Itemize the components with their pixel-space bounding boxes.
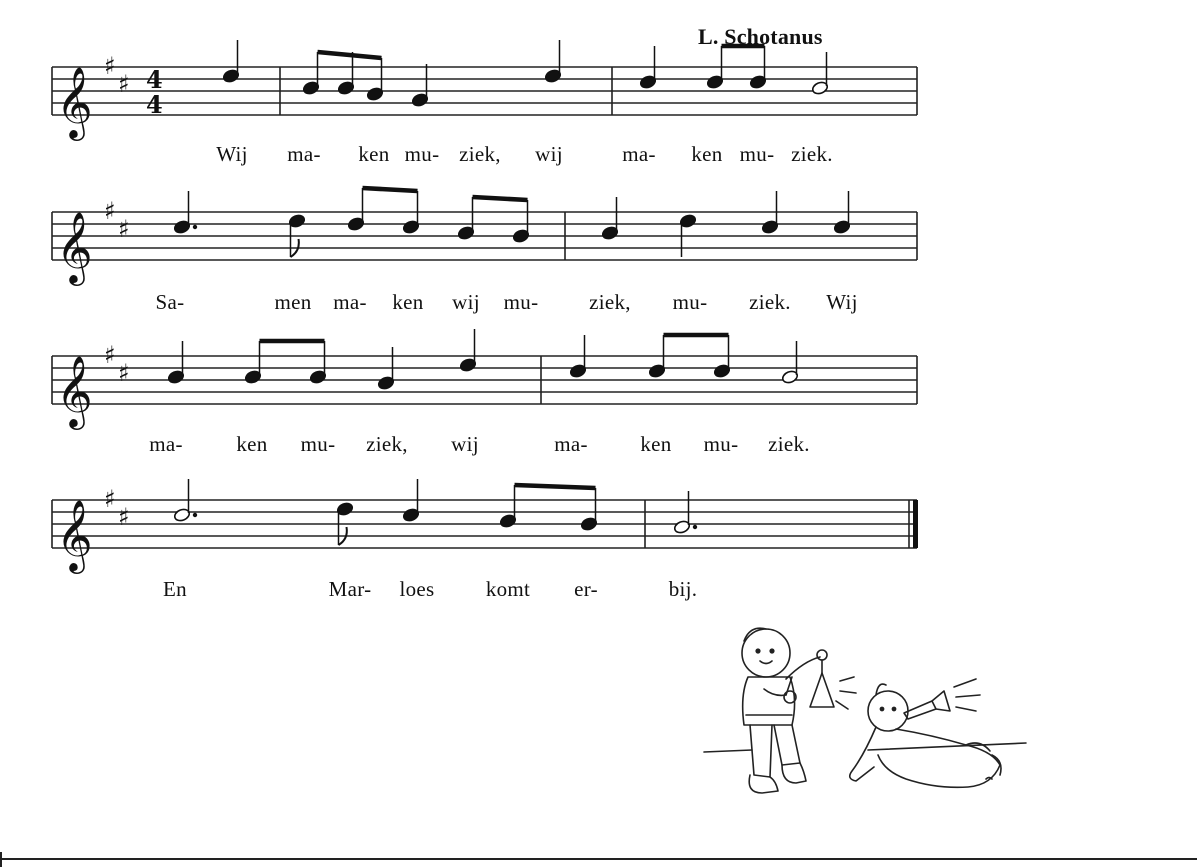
lyric: mu- <box>672 290 708 314</box>
sharp-f-icon: ♯ <box>104 52 116 80</box>
note-beam <box>473 197 528 200</box>
corner-mark <box>0 852 2 867</box>
lyric: ma- <box>333 290 367 314</box>
treble-clef-icon: 𝄞 <box>56 65 93 138</box>
lyric: mu- <box>300 432 336 456</box>
lyric: wij <box>452 290 480 314</box>
note-beam <box>515 485 596 488</box>
treble-clef-icon: 𝄞 <box>56 210 93 283</box>
final-barline-thick <box>913 500 918 548</box>
children-making-music-icon <box>700 615 1040 825</box>
lyric: ken <box>358 142 390 166</box>
treble-clef-icon: 𝄞 <box>56 354 93 427</box>
lyric: Wij <box>826 290 858 314</box>
note-beam <box>318 52 382 58</box>
lyric: ziek. <box>791 142 833 166</box>
sharp-f-icon: ♯ <box>104 341 116 369</box>
lyric: Wij <box>216 142 248 166</box>
lyric: ziek. <box>768 432 810 456</box>
time-signature-bottom: 4 <box>146 90 163 119</box>
lyric: wij <box>535 142 563 166</box>
lyric: Mar- <box>328 577 372 601</box>
lyric: ken <box>236 432 268 456</box>
treble-clef-icon: 𝄞 <box>56 498 93 571</box>
lyric: mu- <box>739 142 775 166</box>
lyric: ken <box>691 142 723 166</box>
dot <box>193 513 197 517</box>
sharp-c-icon: ♯ <box>118 359 130 387</box>
lyric: ziek, <box>459 142 501 166</box>
bottom-rule <box>0 858 1197 860</box>
lyric: loes <box>399 577 435 601</box>
lyric: bij. <box>668 577 698 601</box>
sharp-c-icon: ♯ <box>118 503 130 531</box>
lyric: men <box>274 290 312 314</box>
lyric: ma- <box>554 432 588 456</box>
dot <box>193 225 197 229</box>
lyric: mu- <box>703 432 739 456</box>
sharp-c-icon: ♯ <box>118 215 130 243</box>
time-signature-top: 4 <box>146 65 163 94</box>
lyric: ma- <box>622 142 656 166</box>
sharp-c-icon: ♯ <box>118 70 130 98</box>
sharp-f-icon: ♯ <box>104 197 116 225</box>
lyric: ma- <box>287 142 321 166</box>
composer-name: L. Schotanus <box>698 24 823 49</box>
lyric: ma- <box>149 432 183 456</box>
lyric: er- <box>574 577 598 601</box>
lyric: ziek. <box>749 290 791 314</box>
sharp-f-icon: ♯ <box>104 485 116 513</box>
lyric: komt <box>485 577 531 601</box>
note-beam <box>363 188 418 191</box>
lyric: ken <box>392 290 424 314</box>
lyric: ziek, <box>589 290 631 314</box>
lyric: wij <box>451 432 479 456</box>
lyric: ken <box>640 432 672 456</box>
lyric: ziek, <box>366 432 408 456</box>
lyric: mu- <box>503 290 539 314</box>
lyric: mu- <box>404 142 440 166</box>
lyric: En <box>163 577 187 601</box>
dot <box>693 525 697 529</box>
lyric: Sa- <box>155 290 185 314</box>
